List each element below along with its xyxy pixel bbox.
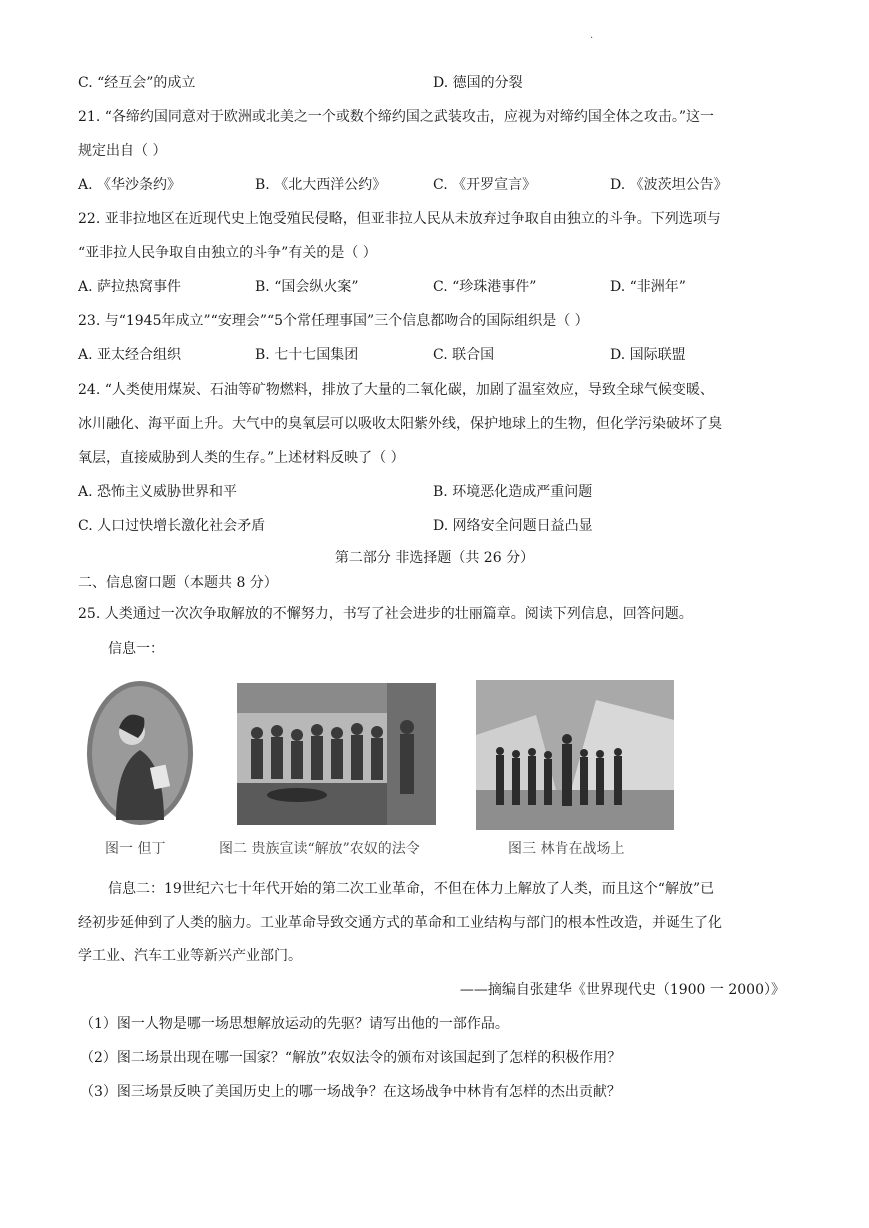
info2-source: ——摘编自张建华《世界现代史（1900 一 2000）》 xyxy=(459,982,785,998)
q22-option-d: D. “非洲年” xyxy=(610,279,686,295)
info2-line2: 经初步延伸到了人类的脑力。工业革命导致交通方式的革命和工业结构与部门的根本性改造，并诞生了化 xyxy=(78,915,722,931)
top-dot: . xyxy=(590,30,594,41)
q25-stem: 25. 人类通过一次次争取解放的不懈努力，书写了社会进步的壮丽篇章。阅读下列信息，回答问题。 xyxy=(78,606,693,622)
info2-line1: 信息二：19世纪六七十年代开始的第二次工业革命，不但在体力上解放了人类，而且这个“解放”已 xyxy=(108,881,715,897)
q22-option-b: B. “国会纵火案” xyxy=(255,279,359,295)
figure-1-caption: 图一 但丁 xyxy=(105,841,166,857)
q21-option-c: C. 《开罗宣言》 xyxy=(433,177,537,193)
q21-option-a: A. 《华沙条约》 xyxy=(78,177,182,193)
q22-option-c: C. “珍珠港事件” xyxy=(433,279,537,295)
q24-stem-line1: 24. “人类使用煤炭、石油等矿物燃料，排放了大量的二氧化碳，加剧了温室效应，导致全球气候变暖、 xyxy=(78,382,714,398)
q24-option-d: D. 网络安全问题日益凸显 xyxy=(433,518,593,534)
q23-option-b: B. 七十七国集团 xyxy=(255,347,359,363)
q20-option-d: D. 德国的分裂 xyxy=(433,75,523,91)
section-title: 二、信息窗口题（本题共 8 分） xyxy=(78,575,278,591)
figure-1-dante-portrait xyxy=(86,680,194,826)
q22-option-a: A. 萨拉热窝事件 xyxy=(78,279,182,295)
q23-option-a: A. 亚太经合组织 xyxy=(78,347,182,363)
info1-label: 信息一： xyxy=(108,641,164,657)
q23-stem: 23. 与“1945年成立”“安理会”“5个常任理事国”三个信息都吻合的国际组织是（ ） xyxy=(78,313,589,329)
q25-sub2: （2）图二场景出现在哪一国家？“解放”农奴法令的颁布对该国起到了怎样的积极作用？ xyxy=(80,1050,622,1066)
q20-option-c: C. “经互会”的成立 xyxy=(78,75,196,91)
part2-title: 第二部分 非选择题（共 26 分） xyxy=(334,550,535,566)
q24-option-b: B. 环境恶化造成严重问题 xyxy=(433,484,593,500)
q21-stem-line1: 21. “各缔约国同意对于欧洲或北美之一个或数个缔约国之武装攻击，应视为对缔约国全体之攻击。”这一 xyxy=(78,109,715,125)
figure-2-serf-emancipation-scene xyxy=(237,683,436,825)
info2-line3: 学工业、汽车工业等新兴产业部门。 xyxy=(78,948,302,964)
q24-option-a: A. 恐怖主义威胁世界和平 xyxy=(78,484,238,500)
figure-2-caption: 图二 贵族宣读“解放”农奴的法令 xyxy=(219,841,420,857)
q23-option-d: D. 国际联盟 xyxy=(610,347,686,363)
q25-sub3: （3）图三场景反映了美国历史上的哪一场战争？在这场战争中林肯有怎样的杰出贡献？ xyxy=(80,1084,621,1100)
figure-3-caption: 图三 林肯在战场上 xyxy=(508,841,625,857)
q21-option-d: D. 《波茨坦公告》 xyxy=(610,177,728,193)
q22-stem-line1: 22. 亚非拉地区在近现代史上饱受殖民侵略，但亚非拉人民从未放弃过争取自由独立的斗争。下列选项与 xyxy=(78,211,721,227)
figure-3-lincoln-battlefield-photo xyxy=(476,680,674,830)
q25-sub1: （1）图一人物是哪一场思想解放运动的先驱？请写出他的一部作品。 xyxy=(80,1016,509,1032)
q24-stem-line2: 冰川融化、海平面上升。大气中的臭氧层可以吸收太阳紫外线，保护地球上的生物，但化学污染破坏了臭 xyxy=(78,416,722,432)
q21-option-b: B. 《北大西洋公约》 xyxy=(255,177,387,193)
q21-stem-line2: 规定出自（ ） xyxy=(78,143,167,159)
q24-option-c: C. 人口过快增长激化社会矛盾 xyxy=(78,518,266,534)
q22-stem-line2: “亚非拉人民争取自由独立的斗争”有关的是（ ） xyxy=(78,245,377,261)
q23-option-c: C. 联合国 xyxy=(433,347,495,363)
q24-stem-line3: 氧层，直接威胁到人类的生存。”上述材料反映了（ ） xyxy=(78,450,405,466)
